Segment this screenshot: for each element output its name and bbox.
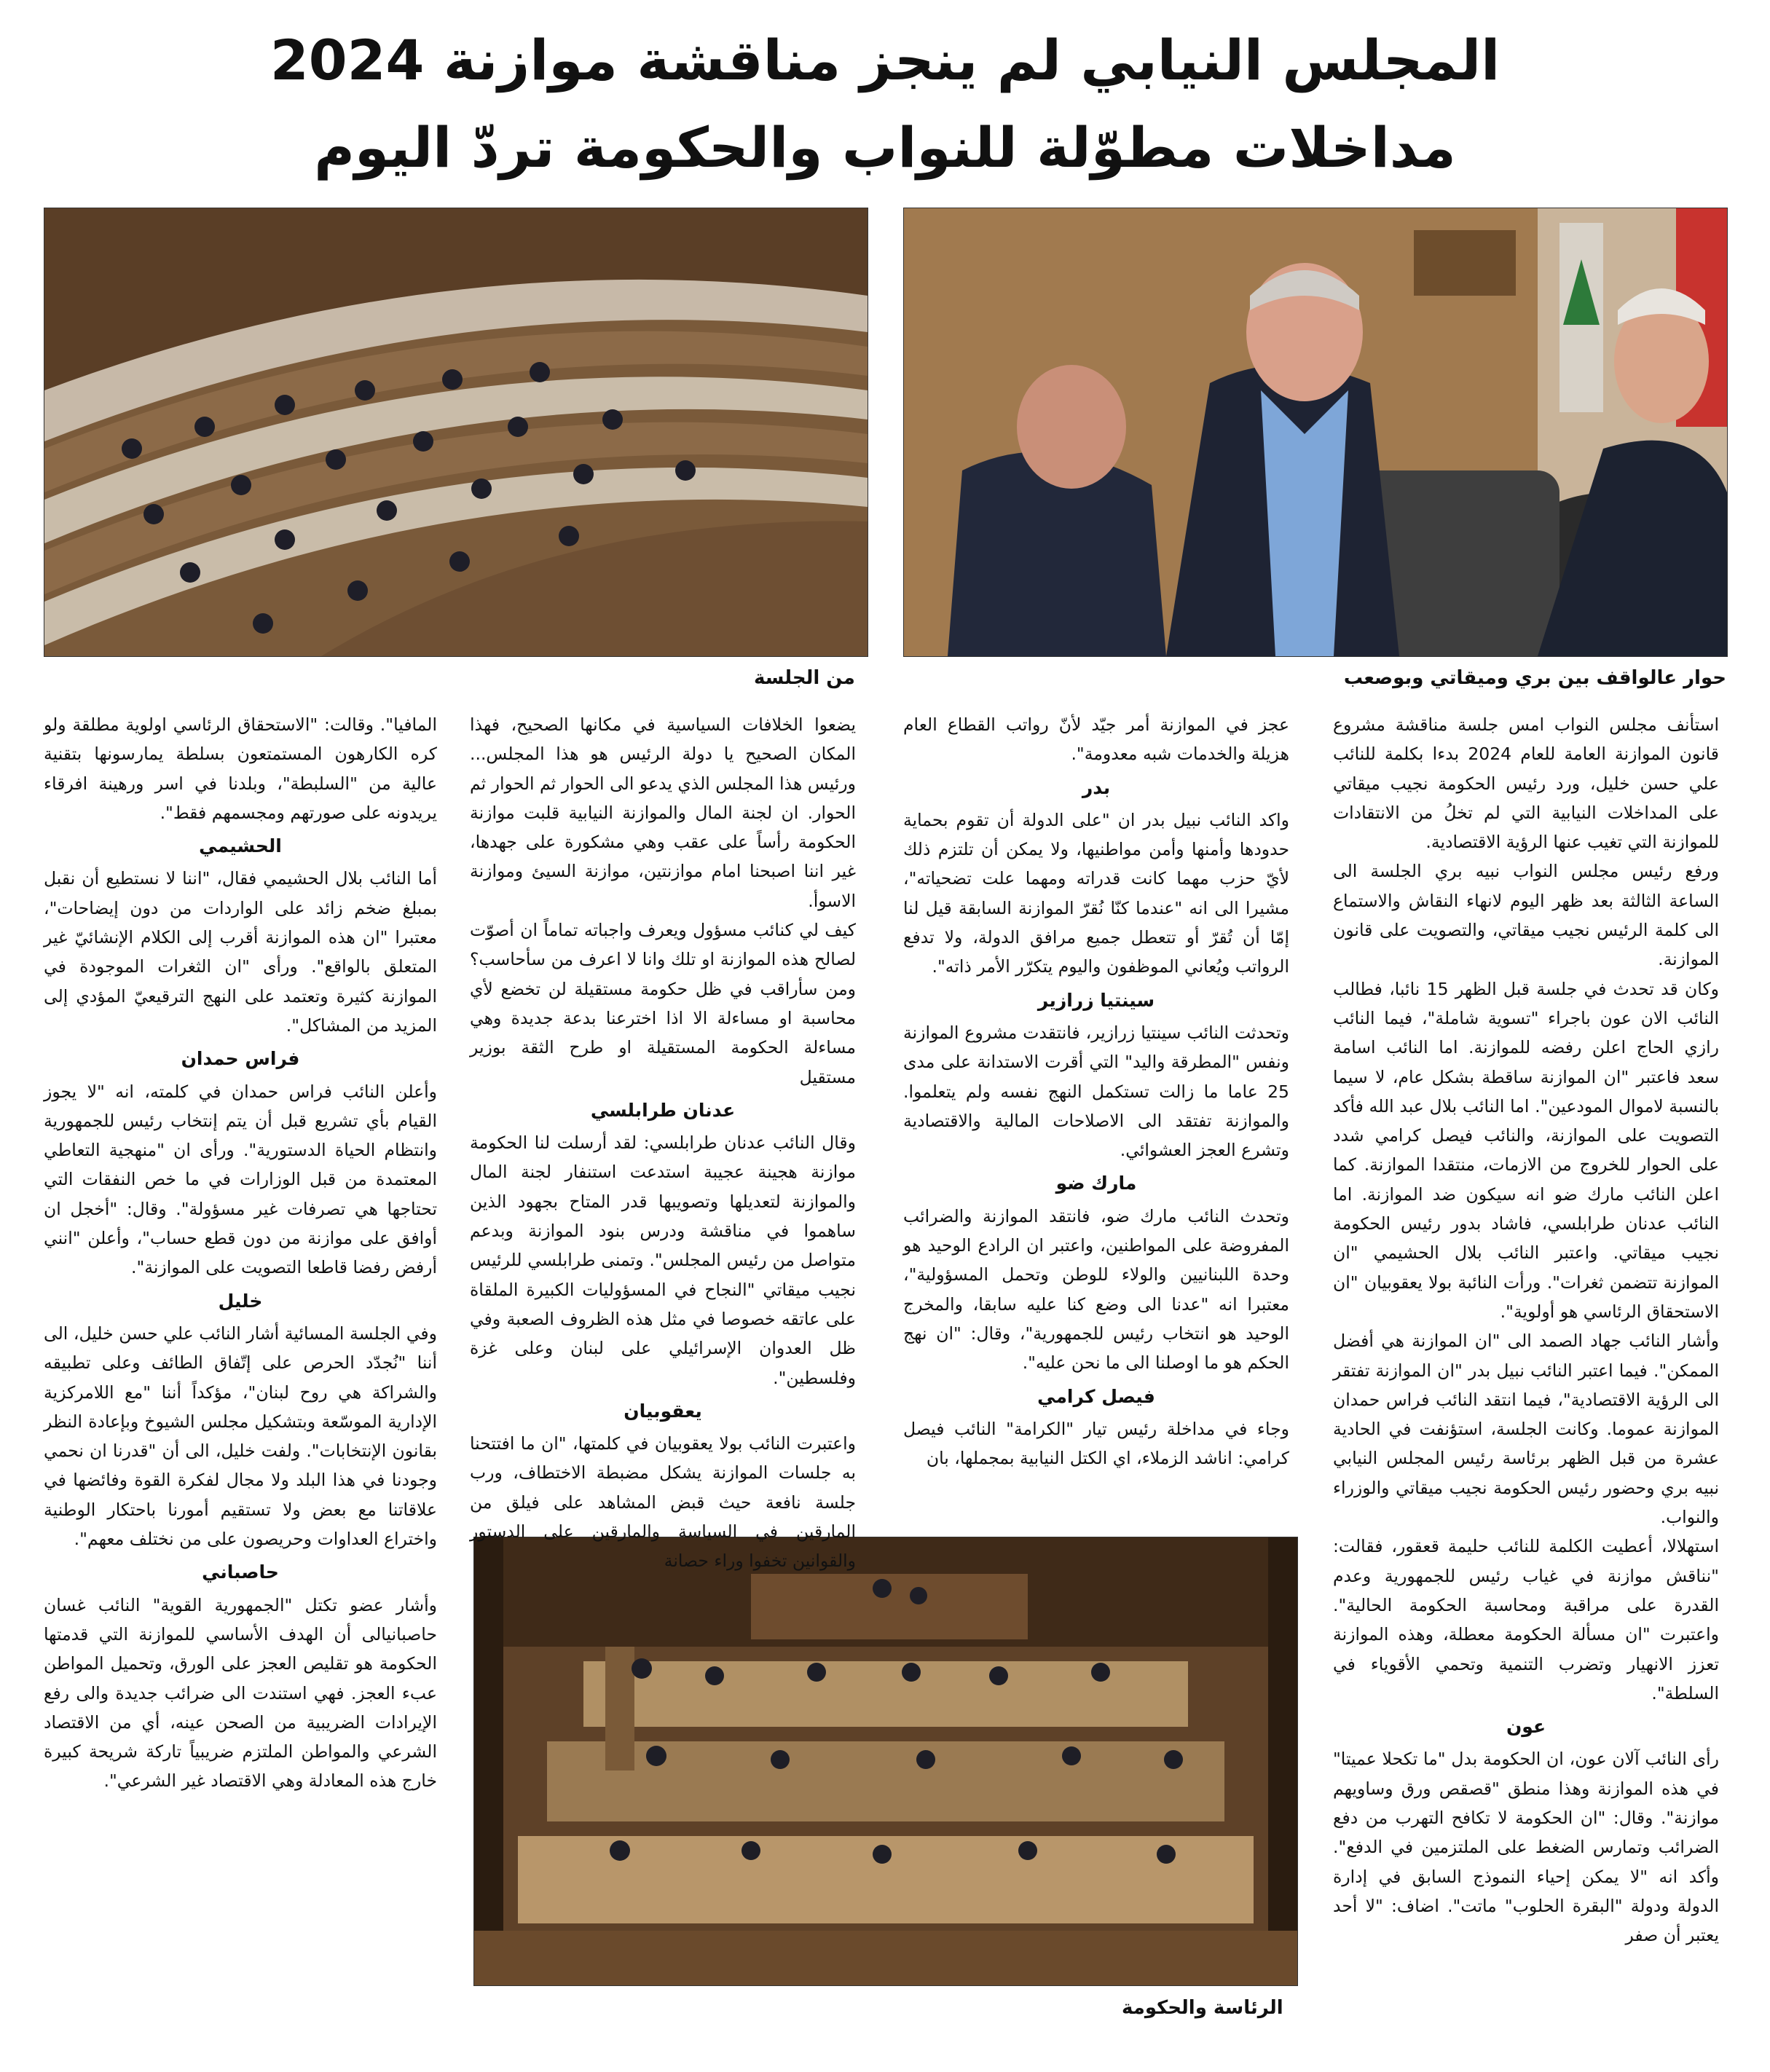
photo-conversation <box>903 208 1728 657</box>
article-paragraph: وتحدثت النائب سينتيا زرازير، فانتقدت مشروع الموازنة ونفس "المطرقة واليد" التي أقرت الاستدانة على مدى 25 عاما ما زالت تستكمل النهج نفسه ولم يتعلموا. والموازنة تفتقد الى الاصلاحات المالية والاقتصادية وتشرع العجز العشوائي. <box>903 1022 1289 1161</box>
article-paragraph: وأشار عضو تكتل "الجمهورية القوية" النائب غسان حاصبانيالى أن الهدف الأساسي للموازنة التي قدمتها الحكومة هو تقليص العجز على الورق، وتحميل المواطن عبء العجز. فهي استندت الى ضرائب جديدة والى رفع الإيرادات الضريبية من الصحن عينه، أي من الاقتصاد الشرعي والمواطن الملتزم ضريبياً تاركة شريحة كبيرة خارج هذه المعادلة وهي الاقتصاد غير الشرعي". <box>44 1594 437 1792</box>
article-column-4 <box>44 710 437 2057</box>
section-subheading: مارك ضو <box>1055 1173 1137 1194</box>
article-paragraph: وجاء في مداخلة رئيس تيار "الكرامة" النائب فيصل كرامي: اناشد الزملاء، اي الكتل النيابية بمجملها، بان <box>903 1418 1289 1469</box>
article-paragraph: أما النائب بلال الحشيمي فقال، "اننا لا نستطيع أن نقبل بمبلغ ضخم زائد على الواردات من دون إيضاحات"، معتبرا "ان هذه الموازنة أقرب إلى الكلام الإنشائيّ غير المتعلق بالواقع". ورأى "ان الثغرات الموجودة في الموازنة كثيرة وتعتمد على النهج الترقيعيّ المؤدي إلى المزيد من المشاكل". <box>44 868 437 1036</box>
section-subheading: الحشيمي <box>199 835 282 857</box>
photo-session-hall <box>44 208 868 657</box>
article-paragraph: كيف لي كنائب مسؤول ويعرف واجباته تماماً ان أصوّت لصالح هذه الموازنة او تلك وانا لا اعرف من سأحاسب؟ ومن سأراقب في ظل حكومة مستقيلة لن تخضع لأي محاسبة او مساءلة الا اذا اخترعنا بدعة جديدة وهي مساءلة الحكومة المستقيلة او طرح الثقة بوزير مستقيل <box>470 920 856 1087</box>
headline-line-1: المجلس النيابي لم ينجز مناقشة موازنة 2024 <box>270 28 1500 92</box>
section-subheading: فراس حمدان <box>181 1048 300 1070</box>
headline-line-2: مداخلات مطوّلة للنواب والحكومة تردّ اليوم <box>314 115 1456 180</box>
article-paragraph: رأى النائب آلان عون، ان الحكومة بدل "ما تكحلا عميتا" في هذه الموازنة وهذا منطق "قصقص ورق وساويهم موازنة". وقال: "ان الحكومة لا تكافح التهرب من دفع الضرائب وتمارس الضغط على الملتزمين في الدفع". وأكد انه "لا يمكن إحياء النموذج السابق في إدارة الدولة ودولة "البقرة الحلوب" ماتت". اضاف: "لا أحد يعتبر أن صفر <box>1333 1749 1719 1946</box>
photo-conversation-graphic <box>904 208 1727 656</box>
article-paragraph: وتحدث النائب مارك ضو، فانتقد الموازنة والضرائب المفروضة على المواطنين، واعتبر ان الرادع الوحيد هو وحدة اللبنانيين والولاء للوطن وتحمل المسؤولية"، معتبرا انه "عدنا الى وضع كنا عليه سابقا، والمخرج الوحيد هو انتخاب رئيس للجمهورية"، وقال: "ان نهج الحكم هو ما اوصلنا الى ما نحن عليه". <box>903 1205 1289 1374</box>
article-paragraph: ورفع رئيس مجلس النواب نبيه بري الجلسة الى الساعة الثالثة بعد ظهر اليوم لانهاء النقاش والاستماع الى كلمة الرئيس نجيب ميقاتي، والتصويت على قانون الموازنة. <box>1333 861 1719 970</box>
section-subheading: عدنان طرابلسي <box>590 1099 736 1121</box>
article-paragraph: وكان قد تحدث في جلسة قبل الظهر 15 نائبا، فطالب النائب الان عون باجراء "تسوية شاملة"، فيما النائب رازي الحاج اعلن رفضه للموازنة. اما النائب اسامة سعد فاعتبر "ان الموازنة ساقطة بشكل عام، لا سيما بالنسبة لاموال المودعين". اما النائب بلال عبد الله فأكد التصويت على الموازنة، والنائب فيصل كرامي شدد على الحوار للخروج من الازمات، منتقدا الموازنة. كما اعلن النائب مارك ضو انه سيكون ضد الموازنة. اما النائب عدنان طرابلسي، فاشاد بدور رئيس الحكومة نجيب ميقاتي. واعتبر النائب بلال الحشيمي "ان الموازنة تتضمن ثغرات". ورأت النائبة بولا يعقوبيان "ان الاستحقاق الرئاسي هو أولوية". <box>1333 978 1719 1322</box>
article-paragraph: وأشار النائب جهاد الصمد الى "ان الموازنة هي أفضل الممكن". فيما اعتبر النائب نبيل بدر "ان الموازنة تفتقر الى الرؤية الاقتصادية"، فيما انتقد النائب فراس حمدان الموازنة عموما. وكانت الجلسة، استؤنفت في الحادية عشرة من قبل الظهر برئاسة رئيس المجلس النيابي نبيه بري وحضور رئيس الحكومة نجيب ميقاتي والوزراء والنواب. <box>1333 1331 1719 1528</box>
article-paragraph: واعتبرت النائب بولا يعقوبيان في كلمتها، "ان ما افتتحنا به جلسات الموازنة يشكل مضبطة الاختطاف، ورب جلسة نافعة حيث قبض المشاهد على فيلق من المارقين في السياسة والمارقين على الدستور والقوانين تخفوا وراء حصانة <box>470 1433 856 1572</box>
section-subheading: خليل <box>218 1290 263 1312</box>
article-paragraph: استأنف مجلس النواب امس جلسة مناقشة مشروع قانون الموازنة العامة للعام 2024 بدءا بكلمة للنائب علي حسن خليل، ورد رئيس الحكومة نجيب ميقاتي على المداخلات النيابية التي لم تخلُ من الانتقادات للموازنة التي تغيب عنها الرؤية الاقتصادية. <box>1333 714 1719 853</box>
section-subheading: حاصباني <box>202 1561 279 1583</box>
article-paragraph: وأعلن النائب فراس حمدان في كلمته، انه "لا يجوز القيام بأي تشريع قبل أن يتم إنتخاب رئيس للجمهورية وانتظام الحياة الدستورية". ورأى ان "منهجية التعاطي المعتمدة من قبل الوزارات في ما خص النفقات التي تحتاجها هي تصرفات غير مسؤولة". وقال: "أخجل ان أوافق على موازنة من دون قطع حساب"، وأعلن "انني أرفض رفضا قاطعا التصويت على الموازنة". <box>44 1081 437 1278</box>
photo-session-hall-graphic <box>44 208 868 656</box>
article-paragraph: المافيا". وقالت: "الاستحقاق الرئاسي اولوية مطلقة ولو كره الكارهون المستمتعون بسلطة يمارسونها بتقنية عالية من "السلبطة"، وبلدنا في اسر ورهينة افرقاء يريدونه على صورتهم ومجسمهم فقط". <box>44 714 437 823</box>
article-paragraph: واكد النائب نبيل بدر ان "على الدولة أن تقوم بحماية حدودها وأمنها وأمن مواطنيها، ولا يمكن أن تلتزم ذلك لأيّ حزب مهما كانت قدراته ومهما علت تضحياته"، مشيرا الى انه "عندما كنّا نُقرّ الموازنة السابقة قيل لنا إمّا أن تُقرّ أو تتعطل جميع مرافق الدولة، ولا تدفع الرواتب ويُعاني الموظفون واليوم يتكرّر الأمر ذاته". <box>903 809 1289 977</box>
article-column-3 <box>470 710 856 1572</box>
article-paragraph: استهلالا، أعطيت الكلمة للنائب حليمة قعقور، فقالت: "نناقش موازنة في غياب رئيس للجمهورية وعدم القدرة على مراقبة ومحاسبة الحكومة الحالية". واعتبرت "ان مسألة الحكومة معطلة، وهذه الموازنة تعزز الانهيار وتضرب التنمية وتحمي الأقوياء في السلطة". <box>1333 1536 1719 1703</box>
section-subheading: عون <box>1506 1716 1546 1738</box>
article-paragraph: عجز في الموازنة أمر جيّد لأنّ رواتب القطاع العام هزيلة والخدمات شبه معدومة". <box>903 714 1289 765</box>
article-paragraph: وقال النائب عدنان طرابلسي: لقد أرسلت لنا الحكومة موازنة هجينة عجيبة استدعت استنفار لجنة المال والموازنة لتعديلها وتصويبها قدر المتاح بجهود الذين ساهموا في مناقشة ودرس بنود الموازنة وبدعم متواصل من رئيس المجلس". وتمنى طرابلسي للرئيس نجيب ميقاتي "النجاح في المسؤوليات الكبيرة الملقاة على عاتقه خصوصا في مثل هذه الظروف الصعبة وفي ظل العدوان الإسرائيلي على لبنان وعلى غزة وفلسطين". <box>470 1132 856 1388</box>
section-subheading: يعقوبيان <box>624 1400 702 1422</box>
photo-conversation-caption: حوار عالواقف بين بري وميقاتي وبوصعب <box>1343 667 1726 689</box>
section-subheading: فيصل كرامي <box>1037 1385 1155 1407</box>
section-subheading: سينتيا زرازير <box>1037 989 1155 1011</box>
section-subheading: بدر <box>1082 776 1111 798</box>
article-paragraph: يضعوا الخلافات السياسية في مكانها الصحيح، فهذا المكان الصحيح يا دولة الرئيس هو هذا المجلس... ورئيس هذا المجلس الذي يدعو الى الحوار ثم الحوار ثم الحوار. ان لجنة المال والموازنة النيابية قلبت موازنة الحكومة رأساً على عقب وهي مشكورة على جهدها، غير اننا اصبحنا امام موازنتين، موازنة السيئ وموازنة الاسوأ. <box>470 714 856 911</box>
article-paragraph: وفي الجلسة المسائية أشار النائب علي حسن خليل، الى أننا "نُجدّد الحرص على إتّفاق الطائف وعلى تطبيقه والشراكة هي روح لبنان"، مؤكداً أننا "مع اللامركزية الإدارية الموسّعة وبتشكيل مجلس الشيوخ وبإعادة النظر بقانون الإنتخابات". ولفت خليل، الى أن "قدرنا ان نحمي وجودنا في هذا البلد ولا مجال لفكرة القوة وفائضها في علاقاتنا مع بعض ولا تستقيم أمورنا باحتكار الوطنية واختراع العداوات وحريصون على من نختلف معهم". <box>44 1323 437 1550</box>
photo-presidency-government <box>473 1537 1298 1986</box>
photo-session-hall-caption: من الجلسة <box>754 667 855 689</box>
photo-presidency-government-caption: الرئاسة والحكومة <box>1122 1997 1283 2019</box>
article-column-1 <box>1333 710 1719 2057</box>
photo-presidency-government-graphic <box>474 1537 1297 1985</box>
article-column-2 <box>903 710 1289 1504</box>
